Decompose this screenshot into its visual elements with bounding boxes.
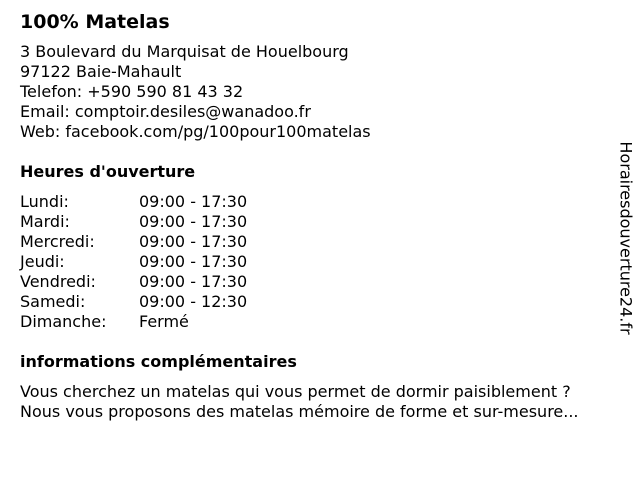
hours-row-sunday	[20, 312, 610, 332]
hours-day: Jeudi:	[20, 252, 65, 271]
business-card	[20, 10, 610, 422]
hours-time: 09:00 - 17:30	[139, 272, 248, 291]
hours-row-thursday	[20, 252, 610, 272]
hours-time: 09:00 - 17:30	[139, 232, 248, 251]
site-watermark	[614, 132, 638, 344]
phone-line: Telefon: +590 590 81 43 32	[20, 82, 244, 101]
hours-heading: Heures d'ouverture	[20, 162, 196, 181]
hours-day: Mardi:	[20, 212, 70, 231]
hours-time: 09:00 - 17:30	[139, 252, 248, 271]
hours-row-saturday	[20, 292, 610, 312]
hours-day: Samedi:	[20, 292, 86, 311]
hours-table	[20, 192, 610, 332]
hours-time: Fermé	[139, 312, 189, 331]
web-line: Web: facebook.com/pg/100pour100matelas	[20, 122, 371, 141]
business-name: 100% Matelas	[20, 11, 170, 33]
description-line-2: Nous vous proposons des matelas mémoire de forme et sur-mesure...	[20, 402, 579, 421]
description-line-1: Vous cherchez un matelas qui vous permet de dormir paisiblement ?	[20, 382, 571, 401]
hours-row-tuesday	[20, 212, 610, 232]
site-watermark-text: Horairesdouverture24.fr	[617, 141, 637, 335]
hours-row-friday	[20, 272, 610, 292]
email-line: Email: comptoir.desiles@wanadoo.fr	[20, 102, 311, 121]
hours-day: Lundi:	[20, 192, 69, 211]
address-line-1: 3 Boulevard du Marquisat de Houelbourg	[20, 42, 349, 61]
info-heading: informations complémentaires	[20, 352, 297, 371]
hours-time: 09:00 - 17:30	[139, 192, 248, 211]
hours-time: 09:00 - 17:30	[139, 212, 248, 231]
hours-day: Dimanche:	[20, 312, 107, 331]
hours-row-wednesday	[20, 232, 610, 252]
hours-day: Vendredi:	[20, 272, 96, 291]
address-line-2: 97122 Baie-Mahault	[20, 62, 182, 81]
hours-day: Mercredi:	[20, 232, 95, 251]
hours-row-monday	[20, 192, 610, 212]
hours-time: 09:00 - 12:30	[139, 292, 248, 311]
